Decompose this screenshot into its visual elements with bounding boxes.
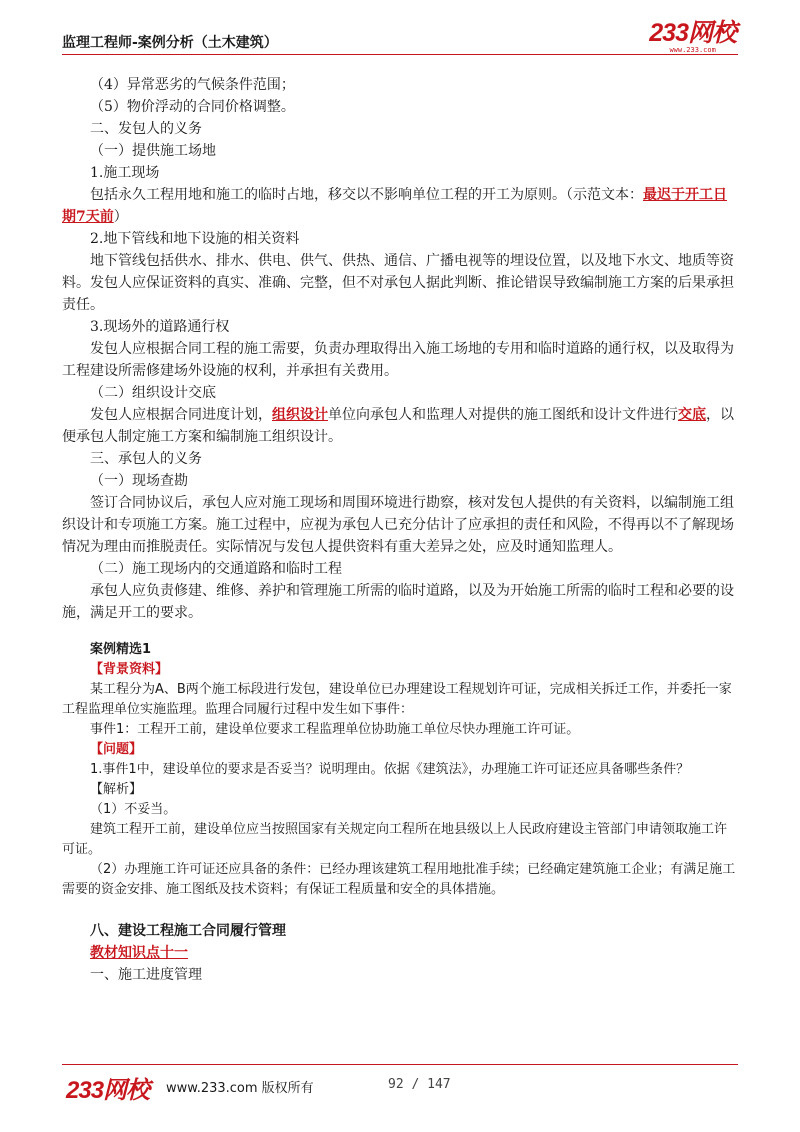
highlight-link: 交底 — [678, 407, 706, 423]
paragraph-text: ） — [113, 209, 128, 225]
paragraph-text: 单位向承包人和监理人对提供的施工图纸和设计文件进行 — [328, 407, 678, 423]
subsection-heading: （一）现场查勘 — [90, 473, 188, 489]
background-label: 【背景资料】 — [90, 662, 169, 677]
paragraph-text: 包括永久工程用地和施工的临时占地，移交以不影响单位工程的开工为原则。（示范文本： — [90, 187, 643, 203]
question-label: 【问题】 — [90, 742, 143, 757]
case-title: 案例精选1 — [90, 642, 152, 657]
answer-item: （1）不妥当。 — [90, 802, 177, 817]
subsection-heading: 一、施工进度管理 — [90, 967, 202, 983]
list-item: （4）异常恶劣的气候条件范围； — [90, 77, 295, 93]
highlight-link: 组织设计 — [272, 407, 328, 423]
subsection-heading: （二）施工现场内的交通道路和临时工程 — [90, 561, 342, 577]
paragraph: 承包人应负责修建、维修、养护和管理施工所需的临时道路，以及为开始施工所需的临时工程和必要的设施，满足开工的要求。 — [62, 583, 734, 621]
footer-copyright: www.233.com 版权所有 — [166, 1081, 314, 1096]
paragraph-text: 发包人应根据合同进度计划， — [90, 407, 272, 423]
item-heading: 1.施工现场 — [90, 165, 160, 181]
event-text: 事件1：工程开工前，建设单位要求工程监理单位协助施工单位尽快办理施工许可证。 — [90, 722, 580, 737]
logo-url: www.233.com — [669, 46, 716, 54]
subsection-heading: （二）组织设计交底 — [90, 385, 216, 401]
answer-text: 建筑工程开工前，建设单位应当按照国家有关规定向工程所在地县级以上人民政府建设主管部门申请领取施工许可证。 — [62, 822, 728, 857]
paragraph: 发包人应根据合同工程的施工需要，负责办理取得出入施工场地的专用和临时道路的通行权，以及取得为工程建设所需修建场外设施的权利，并承担有关费用。 — [62, 341, 734, 379]
paragraph-text: ，以便承包人制定施工方案和编制施工组织设计。 — [62, 407, 734, 445]
brand-logo — [649, 20, 736, 54]
paragraph — [62, 404, 738, 448]
footer-divider — [62, 1064, 738, 1065]
page-number: 92 / 147 — [388, 1077, 451, 1092]
case-study — [62, 640, 738, 900]
main-content — [62, 74, 738, 986]
knowledge-point-label: 教材知识点十一 — [90, 945, 188, 961]
answer-item: （2）办理施工许可证还应具备的条件：已经办理该建筑工程用地批准手续；已经确定建筑施工企业；有满足施工需要的资金安排、施工图纸及技术资料；有保证工程质量和安全的具体措施。 — [62, 862, 736, 897]
section-heading: 二、发包人的义务 — [90, 121, 202, 137]
header-divider — [62, 54, 738, 55]
background-text: 某工程分为A、B两个施工标段进行发包，建设单位已办理建设工程规划许可证，完成相关拆迁工作，并委托一家工程监理单位实施监理。监理合同履行过程中发生如下事件： — [62, 682, 732, 717]
question-text: 1.事件1中，建设单位的要求是否妥当？说明理由。依据《建筑法》，办理施工许可证还应具备哪些条件？ — [90, 762, 690, 777]
document-header-title: 监理工程师-案例分析（土木建筑） — [62, 35, 278, 51]
highlight-link: 最迟于开工日期7天前 — [62, 187, 727, 225]
section-heading: 八、建设工程施工合同履行管理 — [90, 923, 286, 939]
section-heading: 三、承包人的义务 — [90, 451, 202, 467]
paragraph — [62, 184, 738, 228]
footer-logo: 233网校 — [66, 1077, 150, 1104]
paragraph: 地下管线包括供水、排水、供电、供气、供热、通信、广播电视等的埋设位置，以及地下水文、地质等资料。发包人应保证资料的真实、准确、完整，但不对承包人据此判断、推论错误导致编制施工方案的后果承担责任。 — [62, 253, 734, 313]
subsection-heading: （一）提供施工场地 — [90, 143, 216, 159]
logo-text: 233网校 — [649, 19, 736, 47]
page-footer — [62, 1072, 738, 1104]
paragraph: 签订合同协议后，承包人应对施工现场和周围环境进行勘察，核对发包人提供的有关资料，以编制施工组织设计和专项施工方案。施工过程中，应视为承包人已充分估计了应承担的责任和风险，不得再以不了解现场情况为理由而推脱责任。实际情况与发包人提供资料有重大差异之处，应及时通知监理人。 — [62, 495, 734, 555]
item-heading: 3.现场外的道路通行权 — [90, 319, 230, 335]
answer-label: 【解析】 — [90, 782, 143, 797]
section-eight — [62, 920, 738, 986]
item-heading: 2.地下管线和地下设施的相关资料 — [90, 231, 300, 247]
list-item: （5）物价浮动的合同价格调整。 — [90, 99, 295, 115]
